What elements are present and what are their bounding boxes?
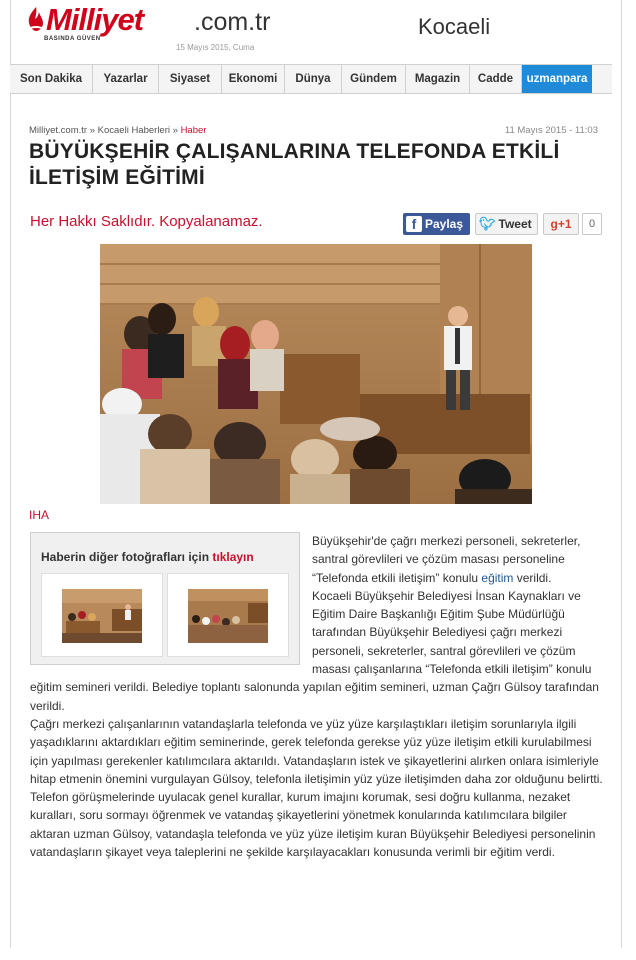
tweet-button[interactable] bbox=[475, 213, 538, 235]
tweet-label: Tweet bbox=[498, 217, 532, 231]
brand-name: Milliyet bbox=[46, 2, 144, 37]
article-timestamp: 11 Mayıs 2015 - 11:03 bbox=[504, 125, 598, 136]
news-source: IHA bbox=[29, 508, 50, 522]
header-date: 15 Mayıs 2015, Cuma bbox=[176, 43, 255, 52]
twitter-bird-icon: 🐦︎ bbox=[479, 216, 496, 231]
nav-item-yazarlar[interactable]: Yazarlar bbox=[93, 65, 159, 93]
keyword-link[interactable]: eğitim bbox=[481, 570, 514, 585]
rights-notice: Her Hakkı Saklıdır. Kopyalanamaz. bbox=[30, 213, 263, 230]
paragraph-text: Büyükşehir'de çağrı merkezi personeli, sekreterler, santral görevlileri ve çözüm masası personeline “Telefonda etkili iletişim” konulu bbox=[312, 534, 581, 585]
flame-icon bbox=[26, 6, 46, 32]
nav-item-cadde[interactable]: Cadde bbox=[470, 65, 522, 93]
nav-item-dunya[interactable]: Dünya bbox=[285, 65, 342, 93]
brand-tagline: BASINDA GÜVEN bbox=[44, 36, 101, 42]
breadcrumb bbox=[29, 125, 206, 136]
nav-item-gundem[interactable]: Gündem bbox=[342, 65, 406, 93]
article-paragraph: Çağrı merkezi çalışanlarının vatandaşlarla telefonda ve yüz yüze karşılaştıkları iletişim sorunlarıyla ilgili yaşadıklarını aktardıkları eğitim seminerinde, gerek telefonda gerekse yüz yüze iletişim etkili kurulabilmesi için yapılması gerekenler katılımcılara aktarıldı. Vatandaşların istek ve şikayetlerini alırken onlara isimleriyle hitap etmenin önemini vurgulayan Gülsoy, telefonla iletişimin yüz yüze iletişimden daha zor olduğunu belirtti. bbox=[30, 716, 603, 786]
article-body bbox=[30, 532, 605, 861]
nav-item-siyaset[interactable]: Siyaset bbox=[159, 65, 222, 93]
facebook-icon: f bbox=[406, 216, 422, 232]
gplus-button[interactable]: g+1 bbox=[543, 213, 579, 235]
nav-item-ekonomi[interactable]: Ekonomi bbox=[222, 65, 285, 93]
gallery-title-text: Haberin diğer fotoğrafları için bbox=[41, 550, 210, 564]
facebook-share-label: Paylaş bbox=[425, 217, 464, 231]
nav-item-son-dakika[interactable]: Son Dakika bbox=[10, 65, 93, 93]
breadcrumb-section[interactable]: Kocaeli Haberleri bbox=[97, 125, 170, 136]
breadcrumb-site[interactable]: Milliyet.com.tr bbox=[29, 125, 88, 136]
region-title[interactable]: Kocaeli bbox=[418, 14, 491, 39]
gallery-link[interactable]: tıklayın bbox=[212, 550, 254, 564]
facebook-share-button[interactable] bbox=[403, 213, 470, 235]
brand-domain: .com.tr bbox=[194, 8, 271, 36]
article-photo bbox=[100, 244, 532, 504]
main-nav bbox=[10, 64, 612, 94]
breadcrumb-current[interactable]: Haber bbox=[180, 125, 207, 136]
nav-item-magazin[interactable]: Magazin bbox=[406, 65, 470, 93]
article-paragraph: Telefon görüşmelerinde uyulacak genel kurallar, kurum imajını korumak, sesi doğru kullanma, nezaket kuralları, soru sormayı öğrenmek ve vatandaş şikayetlerini yönetmek konularında katılımcılara bilgiler aktaran uzman Gülsoy, vatandaşla telefonda ve yüz yüze iletişim kuran Büyükşehir Belediyesi personelinin vatandaşların şikayet veya taleplerini ne şekilde karşılayacakları konusunda verimli bir eğitim verdi. bbox=[30, 790, 596, 860]
paragraph-text: verildi. bbox=[513, 570, 552, 585]
breadcrumb-separator: » bbox=[89, 125, 95, 136]
share-count: 0 bbox=[582, 213, 602, 235]
article-paragraph: Kocaeli Büyükşehir Belediyesi İnsan Kaynakları ve Eğitim Daire Başkanlığı Eğitim Şube Müdürlüğü tarafından Büyükşehir Belediyesi çağrı merkezi personeli, sekreterler, santral görevlileri ve çözüm masası çalışanlarına “Telefonda etkili iletişim” konulu eğitim semineri verildi. Belediye toplantı salonunda yapılan eğitim semineri, uzman Çağrı Gülsoy tarafından verildi. bbox=[30, 588, 599, 713]
article-title: BÜYÜKŞEHİR ÇALIŞANLARINA TELEFONDA ETKİLİ İLETİŞİM EĞİTİMİ bbox=[29, 140, 560, 189]
nav-item-uzmanpara[interactable]: uzmanpara bbox=[522, 65, 592, 93]
breadcrumb-separator: » bbox=[172, 125, 178, 136]
